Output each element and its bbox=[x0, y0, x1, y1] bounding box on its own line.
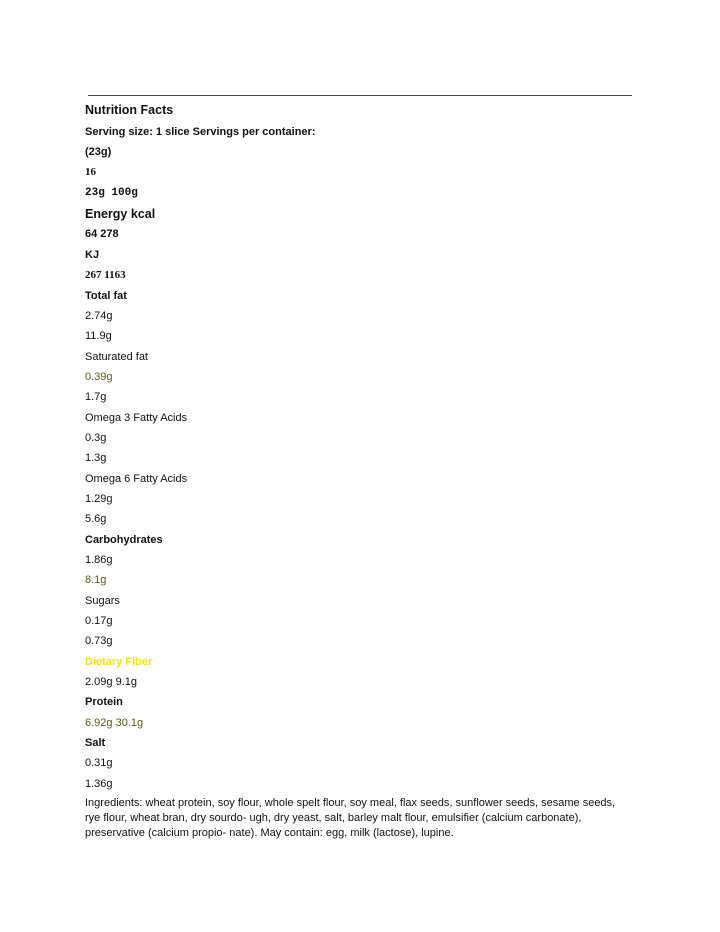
dietary-fiber-label: Dietary Fiber bbox=[85, 656, 153, 668]
salt-label: Salt bbox=[85, 737, 106, 749]
omega3-serving: 0.3g bbox=[85, 432, 107, 444]
omega6-serving: 1.29g bbox=[85, 493, 113, 505]
omega6-label: Omega 6 Fatty Acids bbox=[85, 473, 188, 485]
saturated-fat-serving: 0.39g bbox=[85, 371, 113, 383]
sugars-serving: 0.17g bbox=[85, 615, 113, 627]
carbohydrates-serving: 1.86g bbox=[85, 554, 113, 566]
sugars-100g: 0.73g bbox=[85, 635, 113, 647]
serving-line: Serving size: 1 slice Servings per container: bbox=[85, 126, 316, 138]
saturated-fat-100g: 1.7g bbox=[85, 391, 107, 403]
servings-count: 16 bbox=[85, 166, 96, 178]
total-fat-serving: 2.74g bbox=[85, 310, 113, 322]
energy-kcal-values: 64 278 bbox=[85, 228, 119, 240]
omega6-100g: 5.6g bbox=[85, 513, 107, 525]
total-fat-100g: 11.9g bbox=[85, 330, 112, 342]
salt-serving: 0.31g bbox=[85, 757, 113, 769]
protein-label: Protein bbox=[85, 696, 123, 708]
page-title: Nutrition Facts bbox=[85, 103, 174, 117]
dietary-fiber-values: 2.09g 9.1g bbox=[85, 676, 137, 688]
salt-100g: 1.36g bbox=[85, 778, 113, 790]
energy-kj-label: KJ bbox=[85, 249, 100, 261]
omega3-100g: 1.3g bbox=[85, 452, 107, 464]
column-headers: 23g 100g bbox=[85, 187, 138, 199]
energy-label: Energy kcal bbox=[85, 207, 156, 221]
protein-values: 6.92g 30.1g bbox=[85, 717, 144, 729]
serving-size-weight: (23g) bbox=[85, 146, 112, 158]
carbohydrates-100g: 8.1g bbox=[85, 574, 107, 586]
saturated-fat-label: Saturated fat bbox=[85, 351, 148, 363]
top-divider bbox=[88, 95, 632, 96]
total-fat-label: Total fat bbox=[85, 290, 127, 302]
sugars-label: Sugars bbox=[85, 595, 120, 607]
ingredients-text: Ingredients: wheat protein, soy flour, whole spelt flour, soy meal, flax seeds, sunflower seeds, sesame seeds, rye flour, wheat bran, dry sourdo- ugh, dry yeast, salt, barley malt flour, emulsifier (calcium carbonate), preservative (calcium propio- nate). May contain: egg, milk (lactose), lupine. bbox=[85, 797, 616, 839]
omega3-label: Omega 3 Fatty Acids bbox=[85, 412, 188, 424]
carbohydrates-label: Carbohydrates bbox=[85, 534, 163, 546]
energy-kj-values: 267 1163 bbox=[85, 269, 126, 281]
